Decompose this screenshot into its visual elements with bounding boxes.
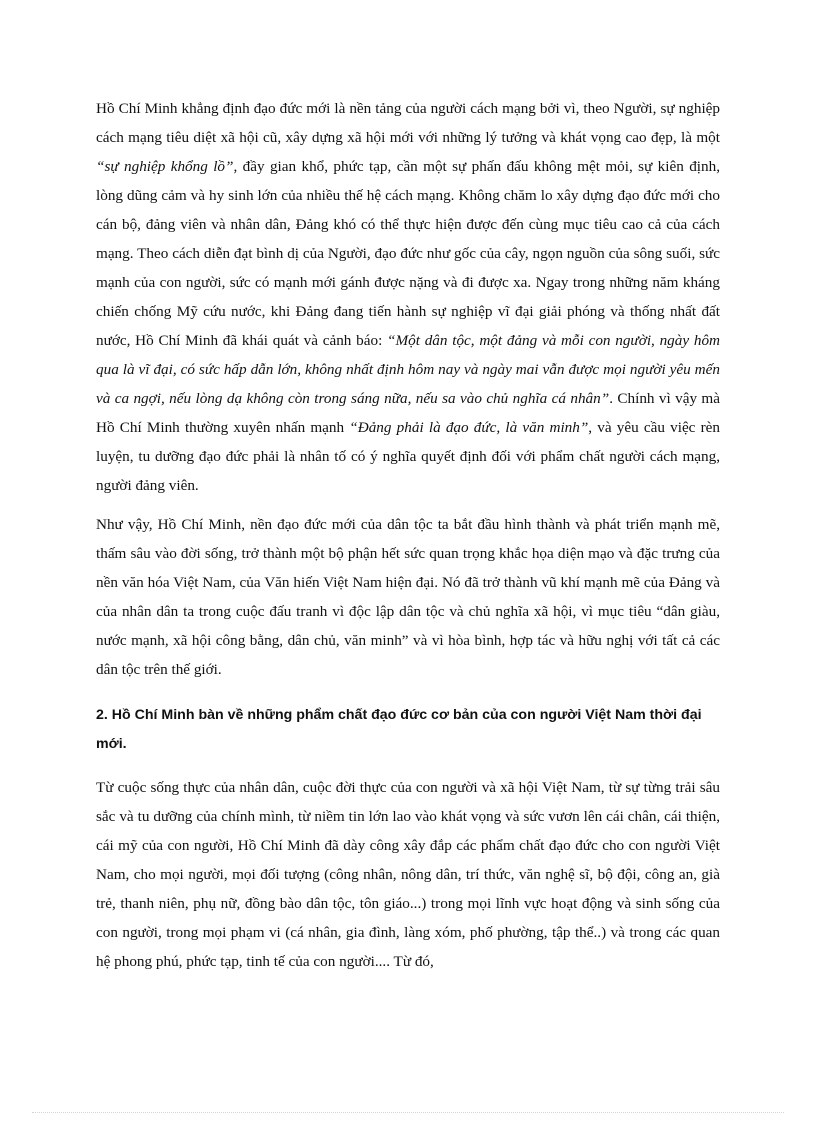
text-run: , đầy gian khổ, phức tạp, cần một sự phấn đấu không mệt mỏi, sự kiên định, lòng dũng cảm và hy sinh lớn của nhiều thế hệ cách mạng. Không chăm lo xây dựng đạo đức mới cho cán bộ, đảng viên và nhân dân, Đảng khó có thể thực hiện được đến cùng mục tiêu cao cả của cách mạng. Theo cách diễn đạt bình dị của Người, đạo đức như gốc của cây, ngọn nguồn của sông suối, sức mạnh của con người, sức có mạnh mới gánh được nặng và đi được xa. Ngay trong những năm kháng chiến chống Mỹ cứu nước, khi Đảng đang tiến hành sự nghiệp vĩ đại giải phóng và thống nhất đất nước, Hồ Chí Minh đã khái quát và cảnh báo:: [96, 158, 720, 349]
paragraph-moral-qualities: Từ cuộc sống thực của nhân dân, cuộc đời thực của con người và xã hội Việt Nam, từ sự từng trải sâu sắc và tu dưỡng của chính mình, từ niềm tin lớn lao vào khát vọng và sức vươn lên cái chân, cái thiện, cái mỹ của con người, Hồ Chí Minh đã dày công xây đắp các phẩm chất đạo đức cho con người Việt Nam, cho mọi người, mọi đối tượng (công nhân, nông dân, trí thức, văn nghệ sĩ, bộ đội, công an, già trẻ, thanh niên, phụ nữ, đồng bào dân tộc, tôn giáo...) trong mọi lĩnh vực hoạt động và sinh sống của con người, trong mọi phạm vi (cá nhân, gia đình, làng xóm, phố phường, tập thể..) và trong các quan hệ phong phú, phức tạp, tinh tế của con người.... Từ đó,: [96, 779, 720, 970]
page-bottom-divider: [32, 1112, 784, 1113]
section-heading: 2. Hồ Chí Minh bàn về những phẩm chất đạo đức cơ bản của con người Việt Nam thời đại mới.: [96, 707, 702, 752]
quote-warning: “Một dân tộc, một đảng và mỗi con người, ngày hôm qua là vĩ đại, có sức hấp dẫn lớn, không nhất định hôm nay và ngày mai vẫn được mọi người yêu mến và ca ngợi, nếu lòng dạ không còn trong sáng nữa, nếu sa vào chủ nghĩa cá nhân”: [96, 332, 721, 407]
document-body: [96, 94, 720, 976]
paragraph-new-ethics: Như vậy, Hồ Chí Minh, nền đạo đức mới của dân tộc ta bắt đầu hình thành và phát triển mạnh mẽ, thấm sâu vào đời sống, trở thành một bộ phận hết sức quan trọng khắc họa diện mạo và đặc trưng của nền văn hóa Việt Nam, của Văn hiến Việt Nam hiện đại. Nó đã trở thành vũ khí mạnh mẽ của Đảng và của nhân dân ta trong cuộc đấu tranh vì độc lập dân tộc và chủ nghĩa xã hội, vì mục tiêu “dân giàu, nước mạnh, xã hội công bằng, dân chủ, văn minh” và vì hòa bình, hợp tác và hữu nghị với tất cả các dân tộc trên thế giới.: [96, 516, 720, 678]
text-run: . Chính vì vậy mà Hồ Chí Minh thường xuyên nhấn mạnh: [96, 390, 720, 436]
quote-giant-cause: “sự nghiệp khổng lồ”: [96, 158, 234, 175]
quote-party-ethics: “Đảng phải là đạo đức, là văn minh”: [349, 419, 589, 436]
text-run: , và yêu cầu việc rèn luyện, tu dưỡng đạo đức phải là nhân tố có ý nghĩa quyết định đối với phẩm chất người cách mạng, người đảng viên.: [96, 419, 720, 494]
text-run: Hồ Chí Minh khẳng định đạo đức mới là nền tảng của người cách mạng bởi vì, theo Người, sự nghiệp cách mạng tiêu diệt xã hội cũ, xây dựng xã hội mới với những lý tưởng và khát vọng cao đẹp, là một: [96, 100, 720, 146]
paragraph-ethics-foundation: [96, 94, 720, 500]
